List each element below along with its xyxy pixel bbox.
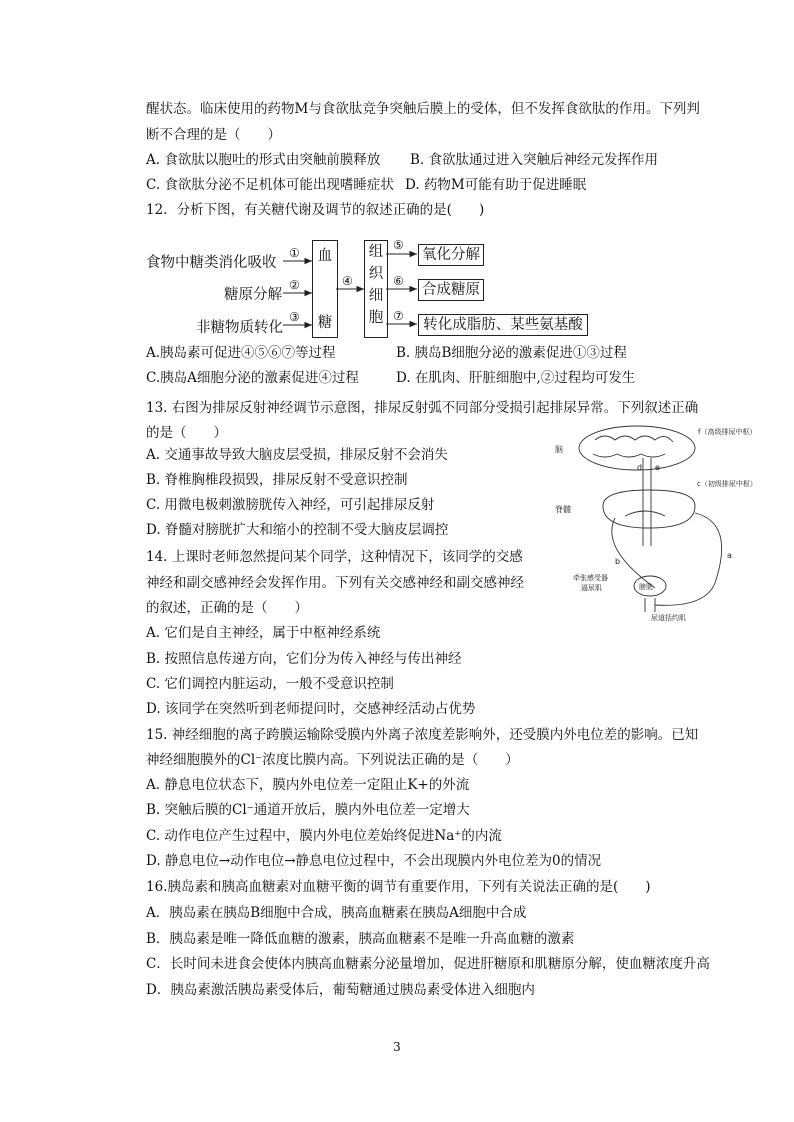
spinal-label: 脊髓 <box>555 505 571 514</box>
tissue-char-3: 细 <box>368 288 384 304</box>
q15-option-b: B. 突触后膜的Cl⁻通道开放后，膜内外电位差一定增大 <box>146 802 470 818</box>
tissue-char-4: 胞 <box>368 310 384 326</box>
label-6: ⑥ <box>393 274 404 288</box>
q11-option-a: A. 食欲肽以胞吐的形式由突触前膜释放 <box>146 152 381 168</box>
a-label: a <box>727 551 732 560</box>
q11-option-c: C. 食欲肽分泌不足机体可能出现嗜睡症状 <box>146 177 394 193</box>
q16-stem: 16.胰岛素和胰高血糖素对血糖平衡的调节有重要作用，下列有关说法正确的是( ) <box>146 879 651 895</box>
label-7: ⑦ <box>393 309 404 323</box>
q15-option-c: C. 动作电位产生过程中，膜内外电位差始终促进Na⁺的内流 <box>146 828 502 844</box>
outcome-oxidation: 氧化分解 <box>418 244 484 266</box>
q16-option-c: C．长时间未进食会使体内胰高血糖素分泌量增加，促进肝糖原和肌糖原分解，使血糖浓度升高 <box>146 956 710 972</box>
q12-option-c: C.胰岛A细胞分泌的激素促进④过程 <box>146 370 359 386</box>
q13-option-c: C. 用微电极刺激膀胱传入神经，可引起排尿反射 <box>146 497 435 513</box>
q13-line1: 13. 右图为排尿反射神经调节示意图，排尿反射弧不同部分受损引起排尿异常。下列叙述正确 <box>146 400 699 416</box>
brain-label: 脑 <box>555 445 563 454</box>
detrusor-label: 逼尿肌 <box>581 584 602 592</box>
outcome-glycogen: 合成糖原 <box>418 279 484 301</box>
urethra <box>645 598 655 612</box>
b-label: b <box>615 557 621 566</box>
q16-option-b: B．胰岛素是唯一降低血糖的激素，胰高血糖素不是唯一升高血糖的激素 <box>146 931 575 947</box>
q14-line2: 神经和副交感神经会发挥作用。下列有关交感神经和副交感神经 <box>146 575 524 591</box>
center-label: c（初级排尿中枢） <box>697 480 757 488</box>
sphincter-label: 尿道括约肌 <box>651 614 686 622</box>
q15-option-a: A. 静息电位状态下，膜内外电位差一定阻止K+的外流 <box>146 777 470 793</box>
e-label: e <box>655 463 660 472</box>
q11-option-d: D. 药物M可能有助于促进睡眠 <box>405 177 587 193</box>
spinal-cord-section <box>603 490 695 528</box>
q12-option-b: B. 胰岛B细胞分泌的激素促进①③过程 <box>396 345 627 361</box>
label-5: ⑤ <box>393 238 404 252</box>
q13-option-a: A. 交通事故导致大脑皮层受损，排尿反射不会消失 <box>146 447 448 463</box>
label-4: ④ <box>342 274 353 288</box>
q12-option-a: A.胰岛素可促进④⑤⑥⑦等过程 <box>146 345 336 361</box>
q12-option-d: D. 在肌肉、肝脏细胞中,②过程均可发生 <box>396 370 636 386</box>
tissue-char-1: 组 <box>368 244 384 260</box>
bladder-label: 膀胱 <box>639 583 653 591</box>
q15-line2: 神经细胞膜外的Cl⁻浓度比膜内高。下列说法正确的是（ ） <box>146 752 519 768</box>
q14-option-c: C. 它们调控内脏运动，一般不受意识控制 <box>146 676 394 692</box>
q14-line3: 的叙述，正确的是（ ） <box>146 600 308 616</box>
label-2: ② <box>289 278 300 292</box>
source-gluconeogenesis: 非糖物质转化 <box>196 320 283 336</box>
brain-folds <box>595 436 673 442</box>
d-label: d <box>637 463 643 472</box>
q11-line2: 断不合理的是（ ） <box>146 127 281 143</box>
reflex-drawing <box>555 418 765 628</box>
grey-matter <box>625 511 665 516</box>
tissue-cell-box <box>364 240 388 338</box>
urination-reflex-figure <box>555 418 765 628</box>
q16-option-d: D．胰岛素激活胰岛素受体后，葡萄糖通过胰岛素受体进入细胞内 <box>146 982 535 998</box>
q16-option-a: A．胰岛素在胰岛B细胞中合成，胰高血糖素在胰岛A细胞中合成 <box>146 905 527 921</box>
q15-line1: 15. 神经细胞的离子跨膜运输除受膜内外离子浓度差影响外，还受膜内外电位差的影响。已知 <box>146 727 699 743</box>
label-3: ③ <box>289 310 300 324</box>
blood-char-1: 血 <box>317 248 333 264</box>
q13-line2: 的是（ ） <box>146 425 227 441</box>
label-1: ① <box>289 246 300 260</box>
q13-option-d: D. 脊髓对膀胱扩大和缩小的控制不受大脑皮层调控 <box>146 522 449 538</box>
diagram-arrows <box>0 0 794 400</box>
tissue-char-2: 织 <box>368 266 384 282</box>
q11-option-b: B. 食欲肽通过进入突触后神经元发挥作用 <box>410 152 659 168</box>
q13-option-b: B. 脊椎胸椎段损毁，排尿反射不受意识控制 <box>146 472 408 488</box>
nerve-b <box>612 518 655 588</box>
outcome-conversion: 转化成脂肪、某些氨基酸 <box>418 314 588 336</box>
q14-line1: 14. 上课时老师忽然提问某个同学，这种情况下，该同学的交感 <box>146 549 523 565</box>
q15-option-d: D. 静息电位→动作电位→静息电位过程中，不会出现膜内外电位差为0的情况 <box>146 853 602 869</box>
q14-option-b: B. 按照信息传递方向，它们分为传入神经与传出神经 <box>146 651 462 667</box>
q14-option-d: D. 该同学在突然听到老师提问时，交感神经活动占优势 <box>146 701 476 717</box>
q14-option-a: A. 它们是自主神经，属于中枢神经系统 <box>146 625 381 641</box>
q11-line1: 醒状态。临床使用的药物M与食欲肽竞争突触后膜上的受体，但不发挥食欲肽的作用。下列判 <box>146 101 700 117</box>
blood-char-2: 糖 <box>317 315 333 331</box>
source-glycogenolysis: 糖原分解 <box>224 287 282 303</box>
source-digestion: 食物中糖类消化吸收 <box>146 255 277 271</box>
brain-folds-2 <box>593 454 665 457</box>
q12-stem: 12．分析下图，有关糖代谢及调节的叙述正确的是( ) <box>146 202 485 218</box>
blood-glucose-box <box>312 240 338 338</box>
receptor-label: 牵张感受器 <box>573 574 608 582</box>
page-number: 3 <box>393 1040 401 1054</box>
cortex-label: f（高级排尿中枢） <box>698 428 757 436</box>
